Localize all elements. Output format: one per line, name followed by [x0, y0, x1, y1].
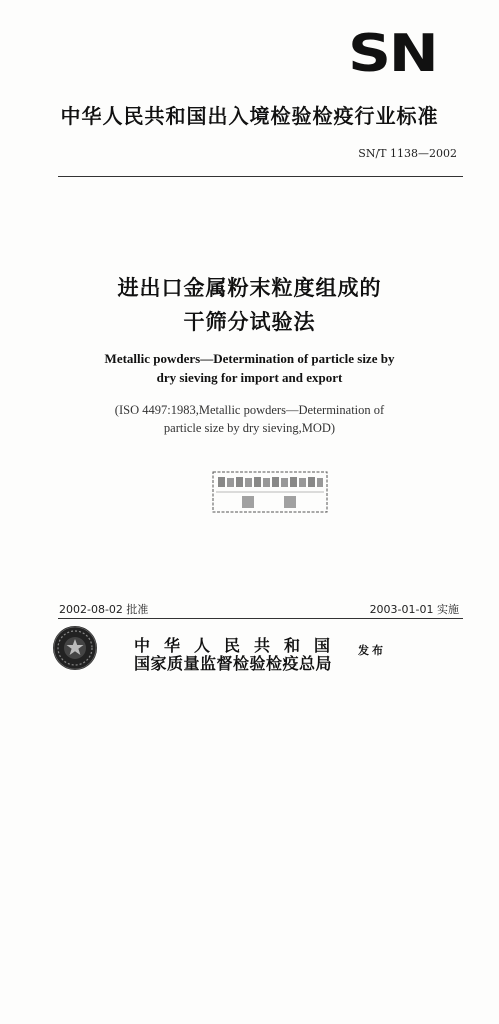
standard-number: SN/T 1138—2002 — [358, 147, 457, 160]
national-emblem-icon — [52, 625, 98, 671]
en-title-line-1: Metallic powders—Determination of particle size by — [104, 351, 395, 366]
publish-label: 发布 — [358, 644, 386, 657]
approval-date: 2002-08-02 批准 — [59, 603, 149, 616]
issuer-agency: 国家质量监督检验检疫总局 — [134, 654, 333, 673]
iso-reference-line-1: (ISO 4497:1983,Metallic powders—Determination of — [114, 403, 385, 417]
cn-title-line-1: 进出口金属粉末粒度组成的 — [117, 276, 382, 300]
en-title-line-2: dry sieving for import and export — [156, 370, 343, 385]
industry-standard-title: 中华人民共和国出入境检验检疫行业标准 — [60, 104, 439, 128]
iso-reference-line-2: particle size by dry sieving,MOD) — [163, 421, 336, 435]
header-divider — [58, 176, 463, 177]
issuer-country: 中华人民共和国 — [134, 636, 345, 655]
implementation-date: 2003-01-01 实施 — [369, 603, 459, 616]
cn-title-line-2: 干筛分试验法 — [183, 310, 316, 334]
footer-divider — [58, 618, 463, 619]
library-stamp — [212, 471, 328, 513]
sn-logo: SN — [348, 24, 437, 84]
